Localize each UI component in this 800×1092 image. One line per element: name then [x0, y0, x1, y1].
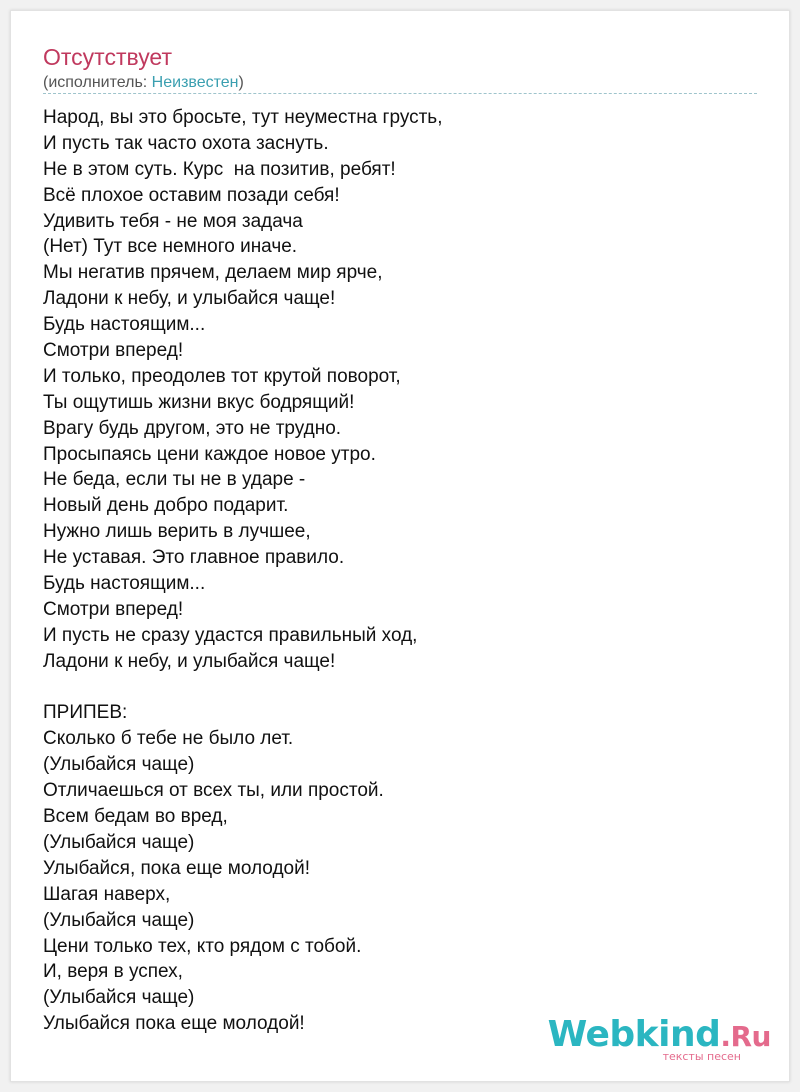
lyric-line: Цени только тех, кто рядом с тобой. — [43, 935, 362, 957]
lyric-line: (Улыбайся чаще) — [43, 909, 195, 931]
artist-suffix: ) — [238, 74, 244, 91]
song-title: Отсутствует — [43, 44, 172, 70]
lyric-line: Всем бедам во вред, — [43, 806, 228, 828]
lyric-line: Ты ощутишь жизни вкус бодрящий! — [43, 391, 355, 413]
lyric-line: Смотри вперед! — [43, 340, 184, 362]
lyrics-text — [43, 105, 442, 1037]
lyric-line: (Улыбайся чаще) — [43, 754, 195, 776]
lyric-line: Мы негатив прячем, делаем мир ярче, — [43, 262, 383, 284]
lyric-line: И пусть не сразу удастся правильный ход, — [43, 624, 418, 646]
lyric-line: Нужно лишь верить в лучшее, — [43, 521, 311, 543]
lyric-line — [43, 675, 442, 701]
lyrics-card — [10, 10, 790, 1082]
lyric-line: И пусть так часто охота заснуть. — [43, 132, 329, 154]
lyric-line: Не в этом суть. Курс на позитив, ребят! — [43, 158, 396, 180]
lyric-line: (Нет) Тут все немного иначе. — [43, 236, 298, 258]
lyric-line: Не беда, если ты не в ударе - — [43, 469, 306, 491]
lyric-line: Будь настоящим... — [43, 573, 206, 595]
site-logo[interactable] — [548, 1016, 771, 1063]
lyric-line: Всё плохое оставим позади себя! — [43, 184, 340, 206]
logo-brand-name: Webkind — [547, 1014, 721, 1055]
logo-tld: .Ru — [720, 1020, 771, 1053]
lyric-line: Смотри вперед! — [43, 598, 184, 620]
lyric-line: Не уставая. Это главное правило. — [43, 547, 345, 569]
lyric-line: (Улыбайся чаще) — [43, 831, 195, 853]
lyric-line: Удивить тебя - не моя задача — [43, 210, 303, 232]
lyric-line: Народ, вы это бросьте, тут неуместна грусть, — [43, 107, 443, 128]
lyric-line: Ладони к небу, и улыбайся чаще! — [43, 288, 336, 310]
lyric-line: Врагу будь другом, это не трудно. — [43, 417, 342, 439]
artist-line — [43, 73, 244, 93]
lyric-line: Шагая наверх, — [43, 883, 171, 905]
lyric-line: Улыбайся пока еще молодой! — [43, 1013, 305, 1035]
logo-tagline: тексты песен — [662, 1050, 741, 1063]
lyric-line: И только, преодолев тот крутой поворот, — [43, 365, 401, 387]
lyric-line: Сколько б тебе не было лет. — [43, 728, 294, 750]
artist-prefix: (исполнитель: — [43, 74, 152, 91]
lyric-line: Будь настоящим... — [43, 314, 206, 336]
lyric-line: ПРИПЕВ: — [43, 702, 128, 724]
lyric-line: И, веря в успех, — [43, 961, 183, 983]
lyric-line: Улыбайся, пока еще молодой! — [43, 857, 310, 879]
lyric-line: Просыпаясь цени каждое новое утро. — [43, 443, 376, 465]
lyric-line: Ладони к небу, и улыбайся чаще! — [43, 650, 336, 672]
lyric-line: Новый день добро подарит. — [43, 495, 289, 517]
lyric-line: (Улыбайся чаще) — [43, 987, 195, 1009]
artist-link[interactable]: Неизвестен — [151, 74, 239, 91]
lyric-line: Отличаешься от всех ты, или простой. — [43, 780, 384, 802]
dashed-divider — [43, 93, 757, 94]
